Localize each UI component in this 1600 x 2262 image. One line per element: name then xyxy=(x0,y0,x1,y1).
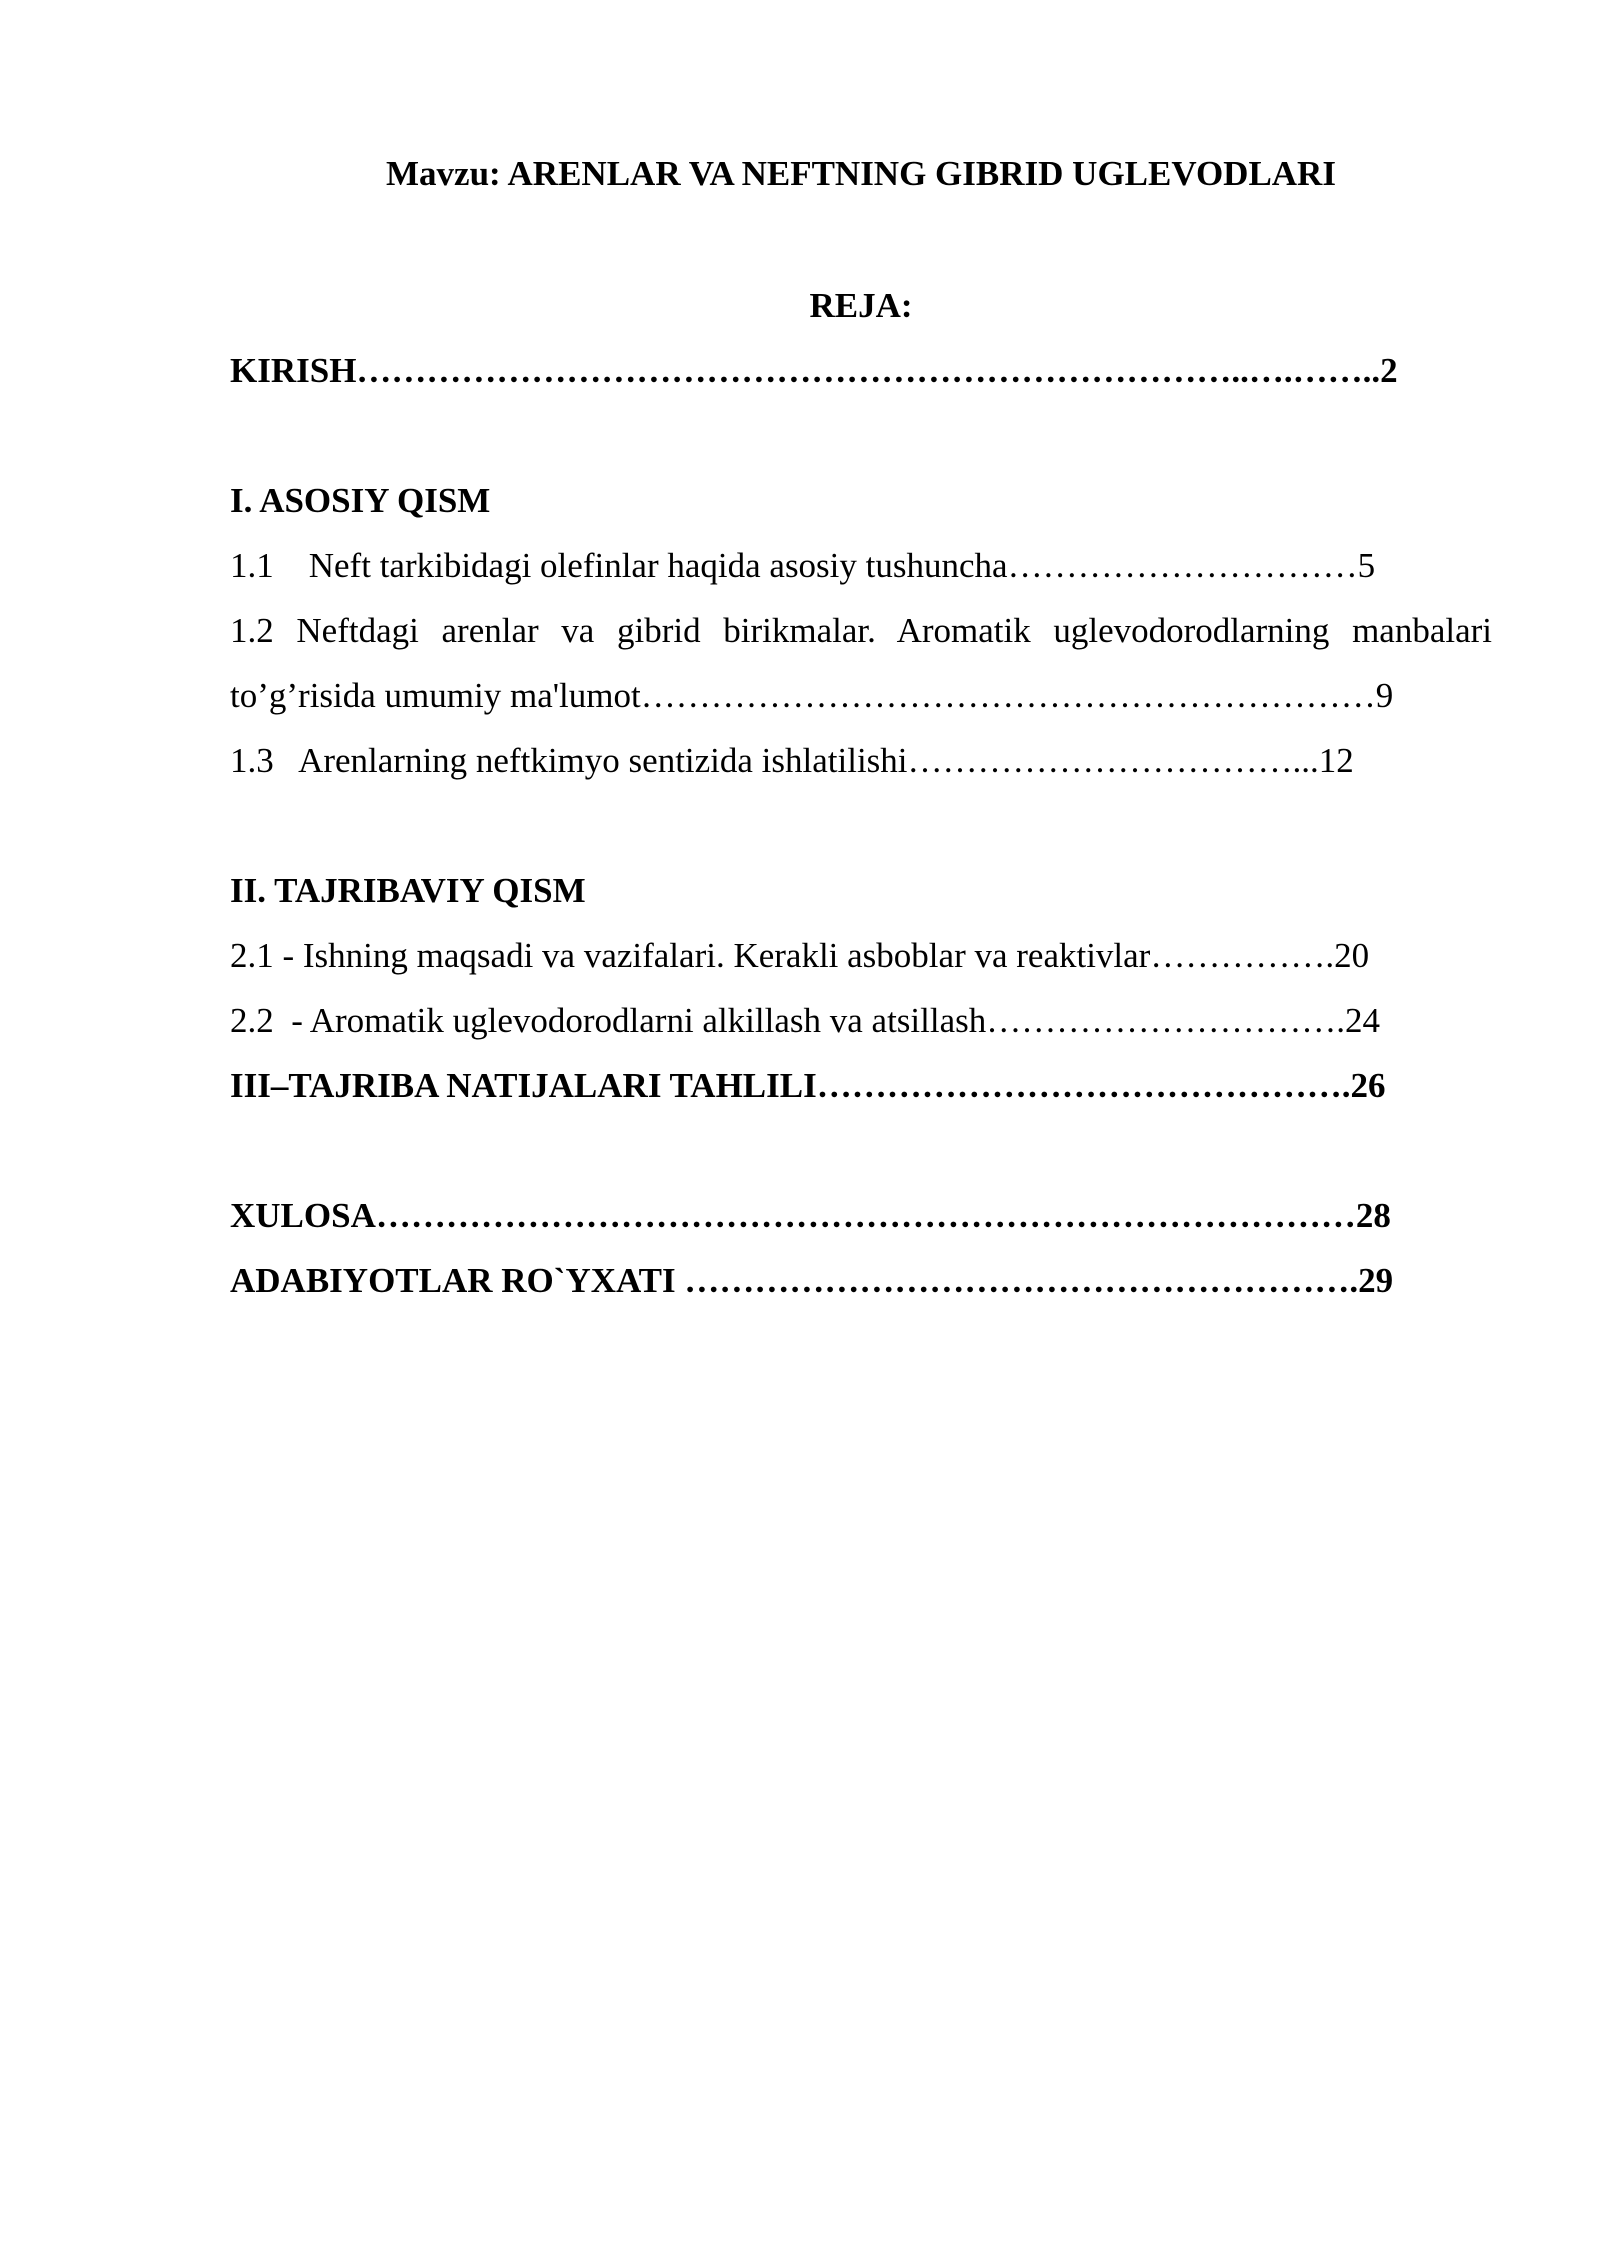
toc-entry-1-2-line1: 1.2 Neftdagi arenlar va gibrid birikmalar. Aromatik uglevodorodlarning manbalari xyxy=(230,611,1492,650)
toc-entry-2-1: 2.1 - Ishning maqsadi va vazifalari. Kerakli asboblar va reaktivlar…………….20 xyxy=(230,936,1370,975)
plan-heading: REJA: xyxy=(809,286,913,325)
toc-entry-2-2: 2.2 - Aromatik uglevodorodlarni alkillash va atsillash………………………….24 xyxy=(230,1001,1380,1040)
toc-entry-1-2-line2: to’g’risida umumiy ma'lumot………………………………………………………9 xyxy=(230,676,1394,715)
toc-entry-kirish-text: KIRISH…………………………………………………………………..….……..2 xyxy=(230,351,1398,390)
toc-entry-xulosa: XULOSA…………………………………………………………………………28 xyxy=(230,1196,1391,1235)
toc-part1-heading: I. ASOSIY QISM xyxy=(230,481,491,520)
toc-entry-1-3: 1.3 Arenlarning neftkimyo sentizida ishlatilishi……………………………...12 xyxy=(230,741,1354,780)
toc-entry-adabiyotlar: ADABIYOTLAR RO`YXATI ………………………………………………….29 xyxy=(230,1261,1394,1300)
toc-entry-kirish xyxy=(230,349,1492,393)
toc-entry-part3: III–TAJRIBA NATIJALARI TAHLILI……………………………………….26 xyxy=(230,1066,1386,1105)
toc-entry-1-1: 1.1 Neft tarkibidagi olefinlar haqida asosiy tushuncha…………………………5 xyxy=(230,546,1376,585)
toc-part2-heading: II. TAJRIBAVIY QISM xyxy=(230,871,586,910)
document-title: Mavzu: ARENLAR VA NEFTNING GIBRID UGLEVODLARI xyxy=(386,154,1336,193)
